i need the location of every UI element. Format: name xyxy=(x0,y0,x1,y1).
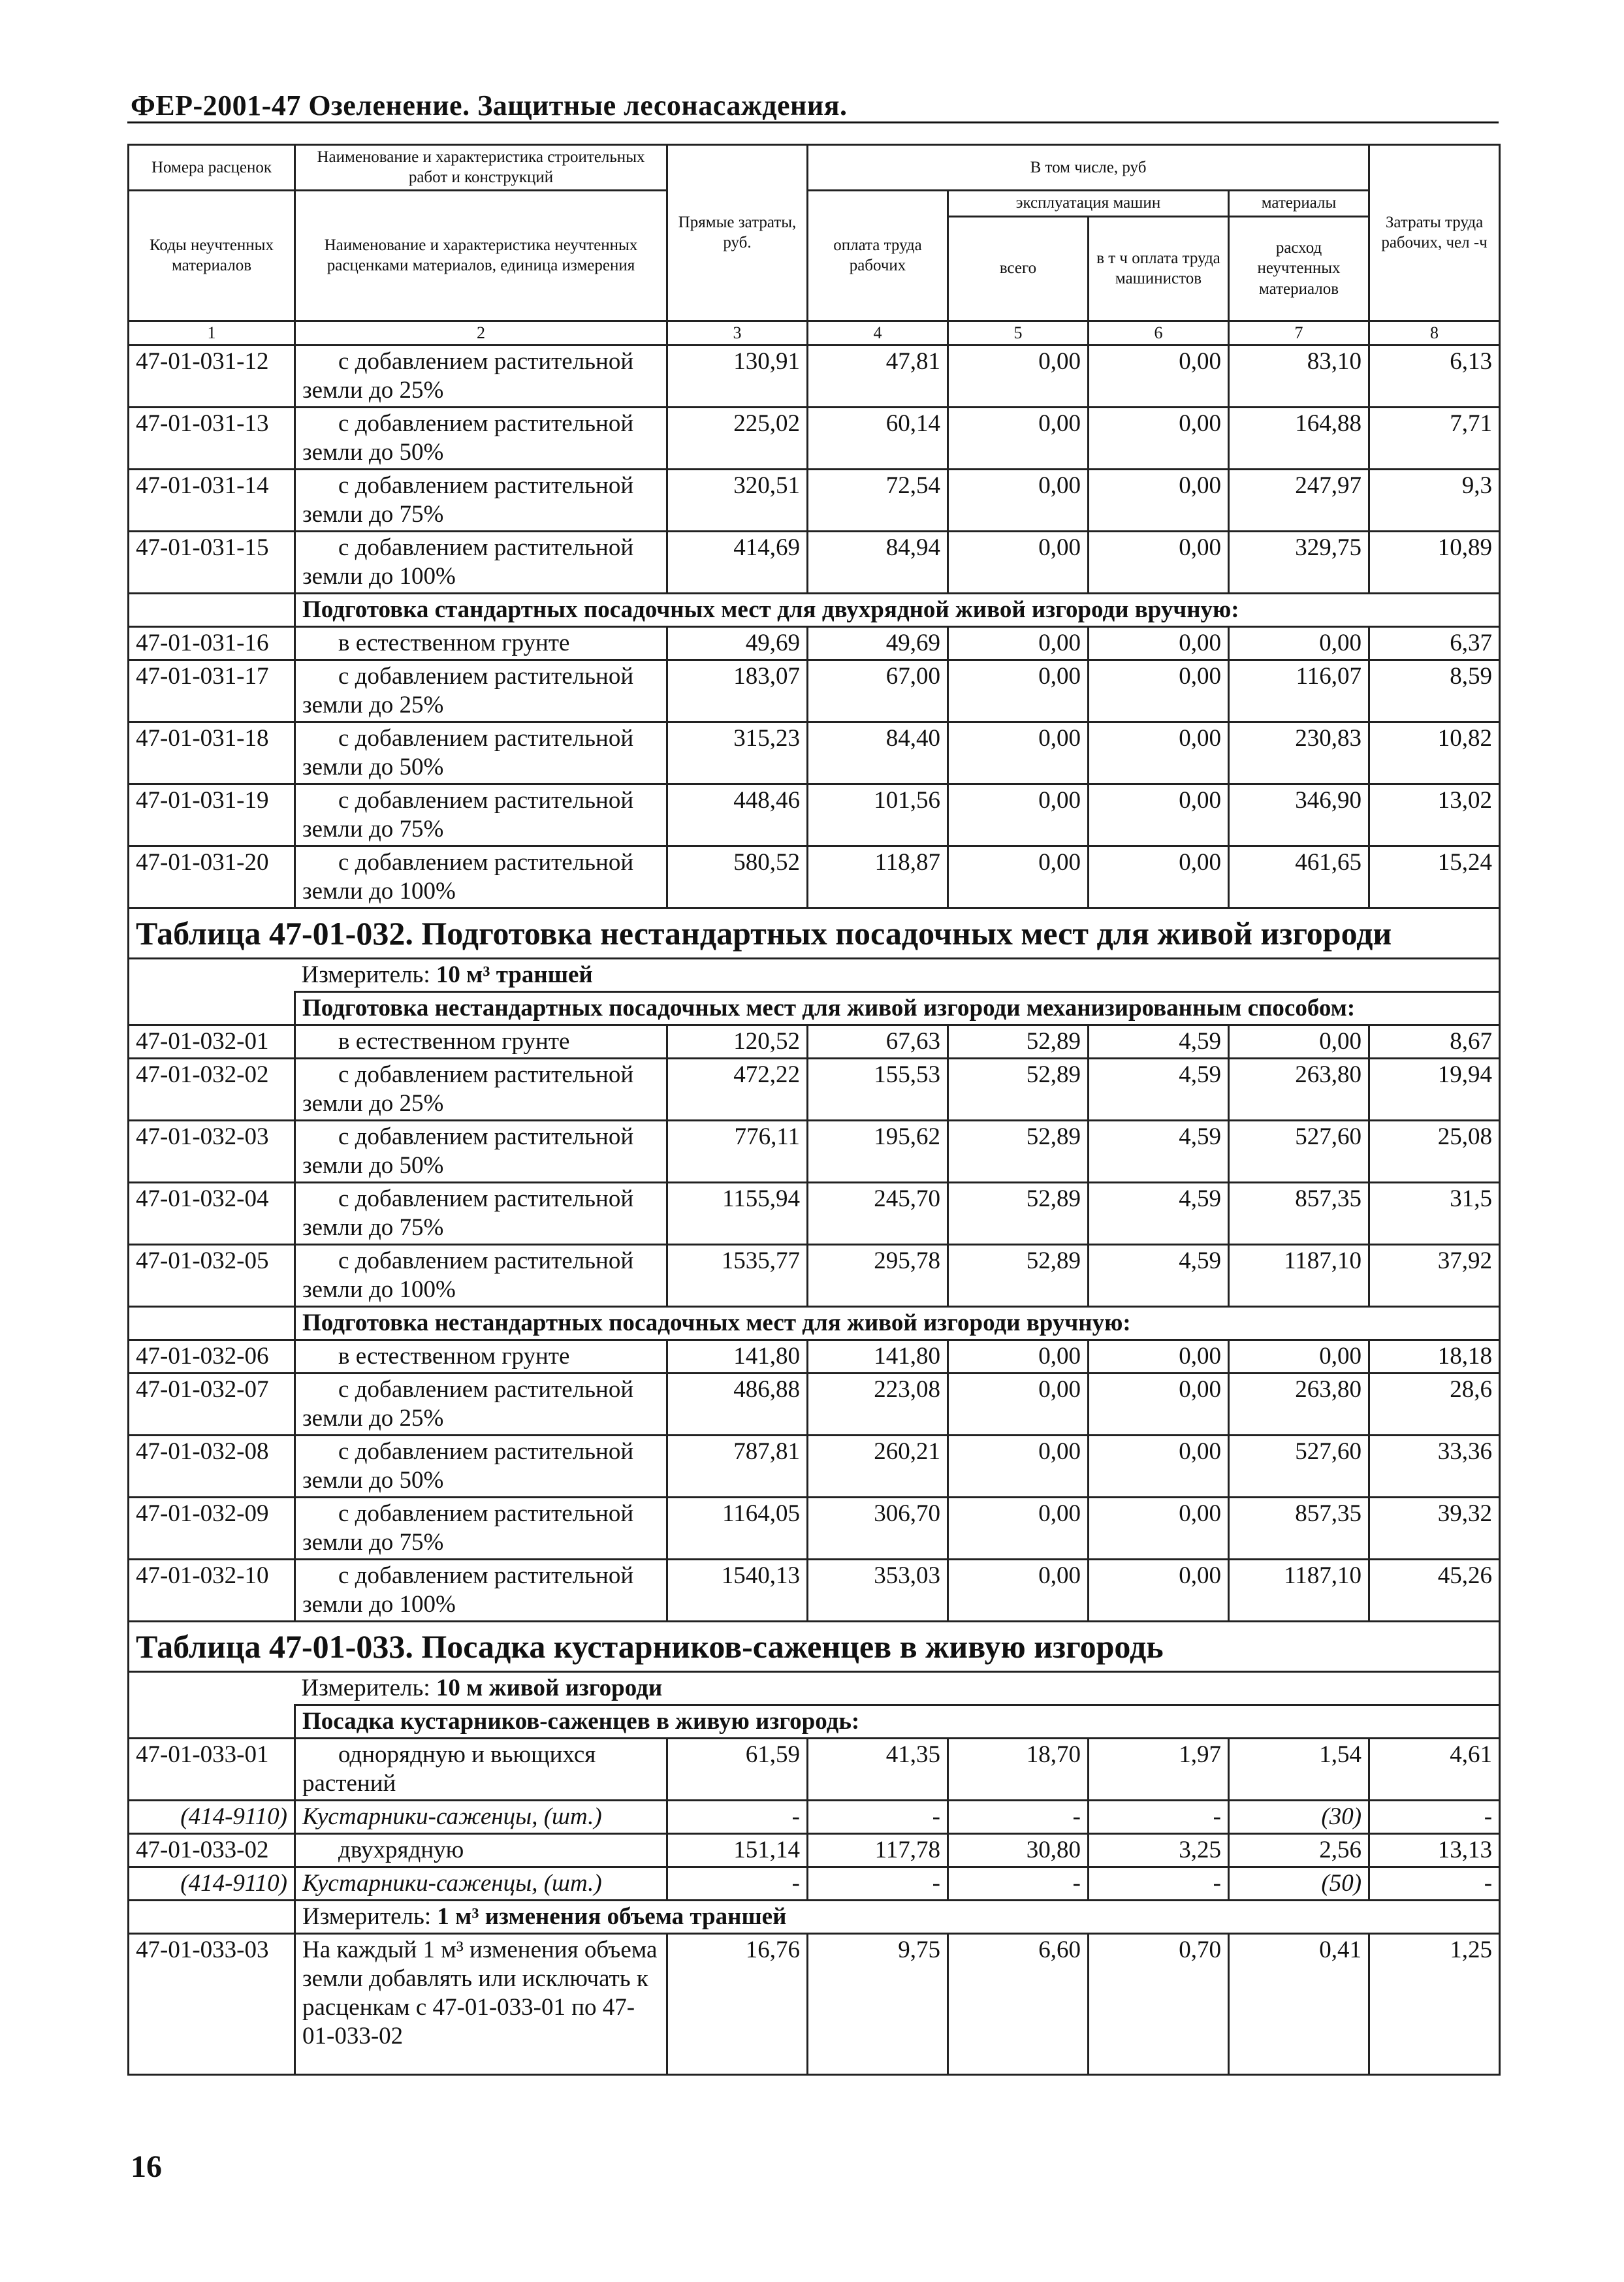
work-name: с добавлением растительной земли до 50% xyxy=(295,407,667,469)
value-cell: 141,80 xyxy=(808,1340,948,1373)
value-cell: 580,52 xyxy=(667,846,808,908)
value-cell: 0,00 xyxy=(948,1373,1089,1435)
value-cell: 164,88 xyxy=(1229,407,1369,469)
rates-table xyxy=(127,144,1501,2076)
value-cell: 527,60 xyxy=(1229,1435,1369,1497)
material-row: (414-9110) Кустарники-саженцы, (шт.) - - - - (50) - xyxy=(129,1867,1500,1900)
section-row: Подготовка нестандартных посадочных мест для живой изгороди механизированным способом: xyxy=(129,991,1500,1025)
value-cell: 116,07 xyxy=(1229,660,1369,722)
value-cell: 52,89 xyxy=(948,1244,1089,1306)
value-cell: 9,3 xyxy=(1369,469,1500,531)
value-cell: 315,23 xyxy=(667,722,808,784)
work-name: с добавлением растительной земли до 50% xyxy=(295,1435,667,1497)
value-cell: 461,65 xyxy=(1229,846,1369,908)
value-cell: 28,6 xyxy=(1369,1373,1500,1435)
value-cell: 195,62 xyxy=(808,1120,948,1182)
header-rule xyxy=(127,121,1499,123)
value-cell: 527,60 xyxy=(1229,1120,1369,1182)
value-cell: 0,00 xyxy=(1089,1559,1229,1621)
section-row: Подготовка нестандартных посадочных мест для живой изгороди вручную: xyxy=(129,1306,1500,1340)
measure-row: Измеритель: 10 м живой изгороди xyxy=(129,1671,1500,1705)
value-cell: 6,37 xyxy=(1369,626,1500,660)
rate-code: 47-01-031-16 xyxy=(129,626,295,660)
value-cell: 0,00 xyxy=(1089,1497,1229,1559)
work-name: с добавлением растительной земли до 100% xyxy=(295,1244,667,1306)
value-cell: 1187,10 xyxy=(1229,1244,1369,1306)
col-group-including: В том числе, руб xyxy=(808,145,1369,191)
rate-code: 47-01-032-04 xyxy=(129,1182,295,1244)
value-cell: 60,14 xyxy=(808,407,948,469)
rate-code: 47-01-032-09 xyxy=(129,1497,295,1559)
value-cell: 857,35 xyxy=(1229,1182,1369,1244)
value-cell: 37,92 xyxy=(1369,1244,1500,1306)
col-material-name: Наименование и характеристика неучтенных расценками материалов, единица измерения xyxy=(295,190,667,321)
value-cell: 45,26 xyxy=(1369,1559,1500,1621)
value-cell: 263,80 xyxy=(1229,1058,1369,1120)
work-name: с добавлением растительной земли до 50% xyxy=(295,722,667,784)
value-cell: 1540,13 xyxy=(667,1559,808,1621)
value-cell: 247,97 xyxy=(1229,469,1369,531)
value-cell: 346,90 xyxy=(1229,784,1369,846)
value-cell: 0,00 xyxy=(1089,626,1229,660)
measure-row: Измеритель: 10 м³ траншей xyxy=(129,958,1500,991)
value-cell: 83,10 xyxy=(1229,345,1369,407)
value-cell: 84,40 xyxy=(808,722,948,784)
value-cell: 0,00 xyxy=(1089,660,1229,722)
rate-code: 47-01-031-18 xyxy=(129,722,295,784)
work-name: с добавлением растительной земли до 75% xyxy=(295,1182,667,1244)
table-row xyxy=(129,1497,1500,1559)
value-cell: 8,59 xyxy=(1369,660,1500,722)
work-name: с добавлением растительной земли до 100% xyxy=(295,846,667,908)
table-row: 47-01-033-02 двухрядную 151,14 117,78 30,80 3,25 2,56 13,13 xyxy=(129,1833,1500,1867)
value-cell: 263,80 xyxy=(1229,1373,1369,1435)
value-cell: 1187,10 xyxy=(1229,1559,1369,1621)
table-row xyxy=(129,345,1500,407)
rate-code: 47-01-032-05 xyxy=(129,1244,295,1306)
table-row xyxy=(129,469,1500,531)
value-cell: 245,70 xyxy=(808,1182,948,1244)
table-row xyxy=(129,1559,1500,1621)
value-cell: 4,59 xyxy=(1089,1120,1229,1182)
value-cell: 49,69 xyxy=(667,626,808,660)
value-cell: 0,00 xyxy=(948,784,1089,846)
value-cell: 0,00 xyxy=(1089,345,1229,407)
table-row xyxy=(129,1182,1500,1244)
value-cell: 0,00 xyxy=(948,722,1089,784)
value-cell: 0,00 xyxy=(1089,469,1229,531)
rate-code: 47-01-031-19 xyxy=(129,784,295,846)
value-cell: 0,00 xyxy=(1089,846,1229,908)
value-cell: 0,00 xyxy=(1089,722,1229,784)
rate-code: 47-01-031-20 xyxy=(129,846,295,908)
value-cell: 52,89 xyxy=(948,1058,1089,1120)
value-cell: 67,63 xyxy=(808,1025,948,1058)
value-cell: 260,21 xyxy=(808,1435,948,1497)
value-cell: 15,24 xyxy=(1369,846,1500,908)
value-cell: 472,22 xyxy=(667,1058,808,1120)
table-row xyxy=(129,784,1500,846)
value-cell: 52,89 xyxy=(948,1120,1089,1182)
table-row xyxy=(129,1025,1500,1058)
value-cell: 486,88 xyxy=(667,1373,808,1435)
value-cell: 448,46 xyxy=(667,784,808,846)
rate-code: 47-01-031-15 xyxy=(129,531,295,593)
col-operator-pay: в т ч оплата труда машинистов xyxy=(1089,216,1229,321)
value-cell: 1164,05 xyxy=(667,1497,808,1559)
value-cell: 0,00 xyxy=(1229,1340,1369,1373)
value-cell: 230,83 xyxy=(1229,722,1369,784)
value-cell: 0,00 xyxy=(948,1497,1089,1559)
value-cell: 52,89 xyxy=(948,1025,1089,1058)
work-name: с добавлением растительной земли до 25% xyxy=(295,660,667,722)
table-row xyxy=(129,1435,1500,1497)
table-row xyxy=(129,1244,1500,1306)
rate-code: 47-01-032-03 xyxy=(129,1120,295,1182)
value-cell: 0,00 xyxy=(948,626,1089,660)
section-row: Посадка кустарников-саженцев в живую изгородь: xyxy=(129,1705,1500,1738)
col-rate-numbers: Номера расценок xyxy=(129,145,295,191)
work-name: в естественном грунте xyxy=(295,1025,667,1058)
table-row xyxy=(129,531,1500,593)
table-title-row: Таблица 47-01-032. Подготовка нестандартных посадочных мест для живой изгороди xyxy=(129,908,1500,958)
work-name: с добавлением растительной земли до 75% xyxy=(295,1497,667,1559)
col-direct-costs: Прямые затраты, руб. xyxy=(667,145,808,321)
value-cell: 329,75 xyxy=(1229,531,1369,593)
work-name: с добавлением растительной земли до 25% xyxy=(295,1373,667,1435)
value-cell: 72,54 xyxy=(808,469,948,531)
value-cell: 7,71 xyxy=(1369,407,1500,469)
table-row xyxy=(129,722,1500,784)
rate-code: 47-01-032-02 xyxy=(129,1058,295,1120)
work-name: с добавлением растительной земли до 100% xyxy=(295,531,667,593)
value-cell: 0,00 xyxy=(1089,531,1229,593)
rate-code: 47-01-032-01 xyxy=(129,1025,295,1058)
value-cell: 787,81 xyxy=(667,1435,808,1497)
value-cell: 0,00 xyxy=(948,1435,1089,1497)
table-row xyxy=(129,626,1500,660)
section-row: Подготовка стандартных посадочных мест для двухрядной живой изгороди вручную: xyxy=(129,593,1500,626)
value-cell: 306,70 xyxy=(808,1497,948,1559)
value-cell: 0,00 xyxy=(1089,784,1229,846)
value-cell: 0,00 xyxy=(1229,626,1369,660)
rate-code: 47-01-032-07 xyxy=(129,1373,295,1435)
value-cell: 101,56 xyxy=(808,784,948,846)
work-name: с добавлением растительной земли до 50% xyxy=(295,1120,667,1182)
table-row: 47-01-033-03 На каждый 1 м³ изменения объема земли добавлять или исключать к расценкам с 47-01-033-01 по 47- 01-033-02 16,76 9,75 6,60 0,70 0,41 1,25 xyxy=(129,1933,1500,2074)
value-cell: 0,00 xyxy=(948,469,1089,531)
value-cell: 0,00 xyxy=(1089,1435,1229,1497)
col-material-codes: Коды неучтенных материалов xyxy=(129,190,295,321)
value-cell: 0,00 xyxy=(1089,1340,1229,1373)
rate-code: 47-01-032-06 xyxy=(129,1340,295,1373)
value-cell: 31,5 xyxy=(1369,1182,1500,1244)
value-cell: 320,51 xyxy=(667,469,808,531)
value-cell: 0,00 xyxy=(948,846,1089,908)
value-cell: 776,11 xyxy=(667,1120,808,1182)
col-labor-hours: Затраты труда рабочих, чел -ч xyxy=(1369,145,1500,321)
table-row xyxy=(129,846,1500,908)
work-name: с добавлением растительной земли до 25% xyxy=(295,345,667,407)
table-row xyxy=(129,1340,1500,1373)
material-row: (414-9110) Кустарники-саженцы, (шт.) - - - - (30) - xyxy=(129,1800,1500,1833)
table-row xyxy=(129,1120,1500,1182)
value-cell: 0,00 xyxy=(948,1559,1089,1621)
value-cell: 0,00 xyxy=(1229,1025,1369,1058)
value-cell: 141,80 xyxy=(667,1340,808,1373)
table-title-row: Таблица 47-01-033. Посадка кустарников-саженцев в живую изгородь xyxy=(129,1621,1500,1671)
col-machines-total: всего xyxy=(948,216,1089,321)
table-row: 47-01-033-01 однорядную и вьющихся растений 61,59 41,35 18,70 1,97 1,54 4,61 xyxy=(129,1738,1500,1800)
value-cell: 25,08 xyxy=(1369,1120,1500,1182)
value-cell: 0,00 xyxy=(948,345,1089,407)
rate-code: 47-01-032-10 xyxy=(129,1559,295,1621)
value-cell: 84,94 xyxy=(808,531,948,593)
value-cell: 49,69 xyxy=(808,626,948,660)
value-cell: 8,67 xyxy=(1369,1025,1500,1058)
rate-code: 47-01-032-08 xyxy=(129,1435,295,1497)
value-cell: 155,53 xyxy=(808,1058,948,1120)
work-name: с добавлением растительной земли до 75% xyxy=(295,469,667,531)
col-work-name: Наименование и характеристика строительных работ и конструкций xyxy=(295,145,667,191)
work-name: с добавлением растительной земли до 25% xyxy=(295,1058,667,1120)
value-cell: 1155,94 xyxy=(667,1182,808,1244)
col-group-machines: эксплуатация машин xyxy=(948,190,1229,216)
table-row xyxy=(129,1058,1500,1120)
value-cell: 19,94 xyxy=(1369,1058,1500,1120)
value-cell: 0,00 xyxy=(1089,407,1229,469)
value-cell: 13,02 xyxy=(1369,784,1500,846)
value-cell: 4,59 xyxy=(1089,1244,1229,1306)
table-row xyxy=(129,407,1500,469)
table-row xyxy=(129,1373,1500,1435)
value-cell: 4,59 xyxy=(1089,1182,1229,1244)
col-material-consumption: расход неучтенных материалов xyxy=(1229,216,1369,321)
rate-code: 47-01-031-13 xyxy=(129,407,295,469)
work-name: в естественном грунте xyxy=(295,1340,667,1373)
value-cell: 18,18 xyxy=(1369,1340,1500,1373)
rate-code: 47-01-031-14 xyxy=(129,469,295,531)
value-cell: 295,78 xyxy=(808,1244,948,1306)
value-cell: 857,35 xyxy=(1229,1497,1369,1559)
value-cell: 52,89 xyxy=(948,1182,1089,1244)
value-cell: 1535,77 xyxy=(667,1244,808,1306)
value-cell: 414,69 xyxy=(667,531,808,593)
value-cell: 39,32 xyxy=(1369,1497,1500,1559)
value-cell: 120,52 xyxy=(667,1025,808,1058)
value-cell: 10,89 xyxy=(1369,531,1500,593)
value-cell: 118,87 xyxy=(808,846,948,908)
value-cell: 183,07 xyxy=(667,660,808,722)
value-cell: 0,00 xyxy=(948,531,1089,593)
value-cell: 33,36 xyxy=(1369,1435,1500,1497)
value-cell: 6,13 xyxy=(1369,345,1500,407)
col-group-materials: материалы xyxy=(1229,190,1369,216)
rate-code: 47-01-031-17 xyxy=(129,660,295,722)
col-worker-pay: оплата труда рабочих xyxy=(808,190,948,321)
value-cell: 130,91 xyxy=(667,345,808,407)
page-title: ФЕР-2001-47 Озеленение. Защитные лесонасаждения. xyxy=(131,89,848,121)
value-cell: 353,03 xyxy=(808,1559,948,1621)
value-cell: 0,00 xyxy=(1089,1373,1229,1435)
value-cell: 0,00 xyxy=(948,660,1089,722)
value-cell: 4,59 xyxy=(1089,1058,1229,1120)
value-cell: 225,02 xyxy=(667,407,808,469)
value-cell: 0,00 xyxy=(948,407,1089,469)
value-cell: 223,08 xyxy=(808,1373,948,1435)
measure-row-2: Измеритель: 1 м³ изменения объема траншей xyxy=(129,1900,1500,1933)
work-name: с добавлением растительной земли до 100% xyxy=(295,1559,667,1621)
value-cell: 10,82 xyxy=(1369,722,1500,784)
table-row xyxy=(129,660,1500,722)
value-cell: 67,00 xyxy=(808,660,948,722)
rate-code: 47-01-031-12 xyxy=(129,345,295,407)
work-name: в естественном грунте xyxy=(295,626,667,660)
work-name: с добавлением растительной земли до 75% xyxy=(295,784,667,846)
column-number-row: 1 2 3 4 5 6 7 8 xyxy=(129,321,1500,345)
value-cell: 47,81 xyxy=(808,345,948,407)
value-cell: 0,00 xyxy=(948,1340,1089,1373)
value-cell: 4,59 xyxy=(1089,1025,1229,1058)
page-number: 16 xyxy=(131,2149,162,2184)
